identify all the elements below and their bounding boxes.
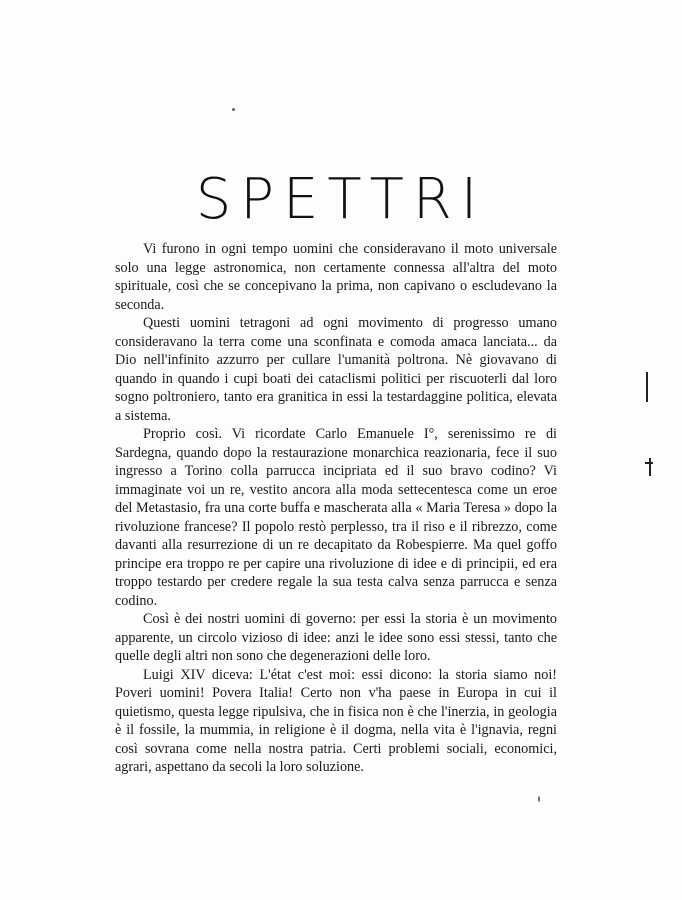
paragraph-2: Questi uomini tetragoni ad ogni movimento di progresso umano consideravano la terra come una sconfinata e comoda amaca lanciata... da Dio nell'infinito azzurro per cullare l'umanità poltrona. Nè giovavano di quando in quando i cupi boati dei cataclismi politici per riscuoterli dal loro sogno poltroniero, tanto era granitica in essi la testardaggine politica, elevata a sistema. [115,315,557,424]
margin-mark-tick [645,462,653,464]
paragraph-4: Così è dei nostri uomini di governo: per essi la storia è un movimento apparente, un circolo vizioso di idee: anzi le idee sono essi stessi, tanto che quelle degli altri non sono che degenerazioni delle loro. [115,611,557,664]
paragraph-5: Luigi XIV diceva: L'état c'est moi: essi dicono: la storia siamo noi! Poveri uomini! Povera Italia! Certo non v'ha paese in Europa in cui il quietismo, questa legge ripulsiva, che in fisica non è che l'inerzia, in geologia è il fossile, la mummia, in religione è il dogma, nella vita è l'ignavia, regni così sovrana come nella nostra patria. Certi problemi sociali, economici, agrari, aspettano da secoli la loro soluzione. [115,666,557,775]
margin-mark-top [646,372,648,402]
paragraph-1: Vi furono in ogni tempo uomini che consideravano il moto universale solo una legge astronomica, non certamente connessa all'altra del moto spirituale, così che se concepivano la prima, non capivano o escludevano la seconda. [115,241,557,313]
ink-speck [232,108,235,111]
page-title: SPETTRI [195,167,487,232]
ink-speck-bottom [538,796,540,802]
margin-mark-bottom [649,458,651,476]
paragraph-3: Proprio così. Vi ricordate Carlo Emanuele I°, serenissimo re di Sardegna, quando dopo la restaurazione monarchica reazionaria, fece il suo ingresso a Torino colla parrucca incipriata ed il suo bravo codino? Vi immaginate voi un re, vestito ancora alla moda settecentesca come un eroe del Metastasio, fra una corte buffa e mascherata alla « Maria Teresa » dopo la rivoluzione francese? Il popolo restò perplesso, tra il riso e il ribrezzo, come davanti alla resurrezione di un re decapitato da Robespierre. Ma quel goffo principe era troppo re per capire una rivoluzione di idee e di principii, ed era troppo testardo per credere regale la sua testa calva senza parrucca e senza codino. [115,426,557,609]
article-body [115,240,557,777]
